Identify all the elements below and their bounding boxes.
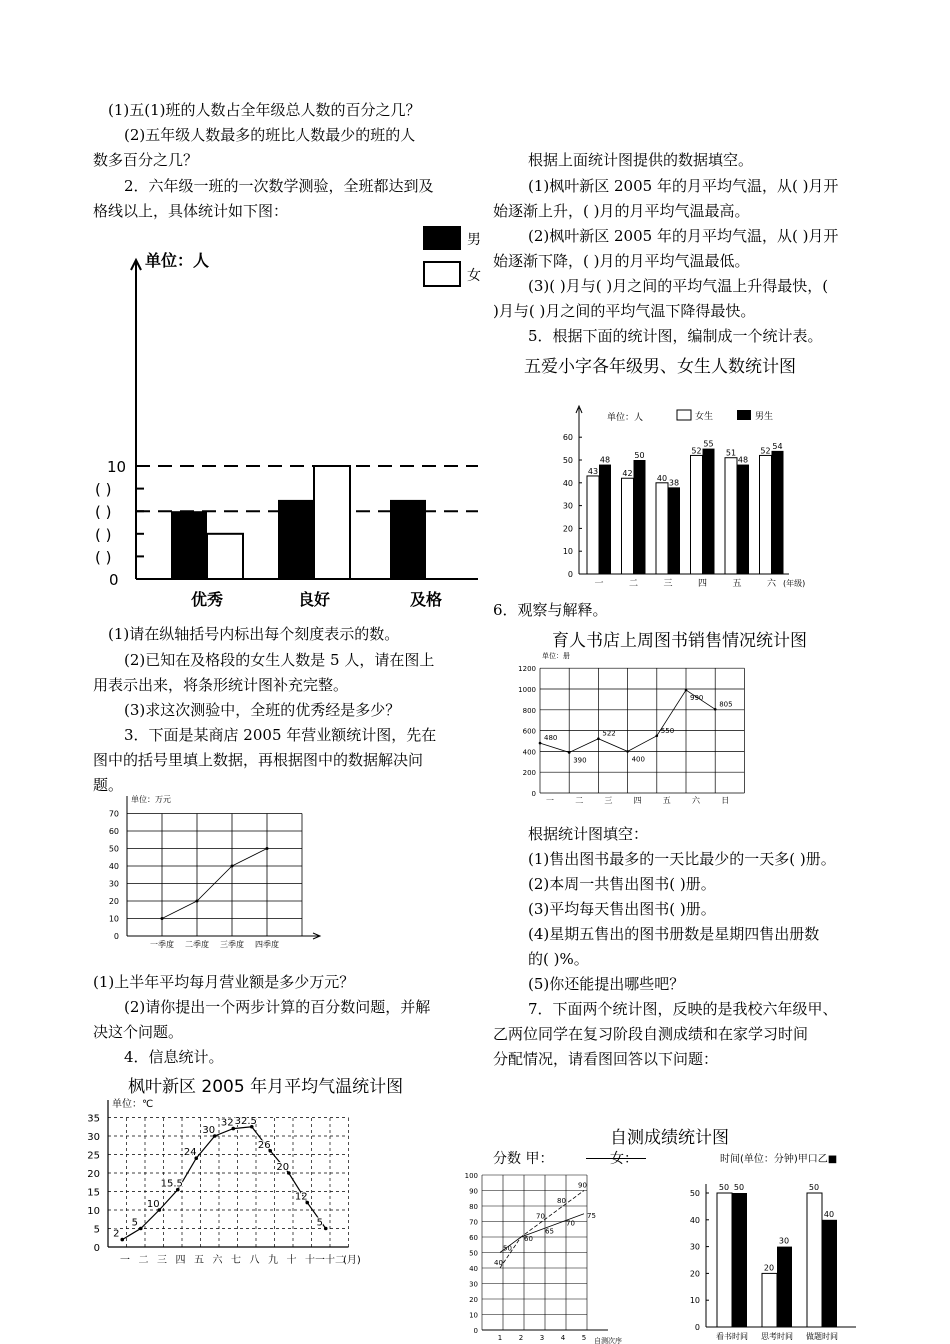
q2-text: (2)五年级人数最多的班比人数最少的班的人 xyxy=(124,126,416,144)
x-axis-label: (月) xyxy=(343,1255,361,1266)
data-label: 550 xyxy=(660,726,675,735)
male-value-label: 55 xyxy=(703,439,714,449)
data-label: 90 xyxy=(578,1181,587,1190)
temperature-line xyxy=(122,1127,326,1240)
r-q3-text: (3)( )月与( )月之间的平均气温上升得最快，( xyxy=(528,277,829,295)
male-bar xyxy=(599,465,611,574)
y-tick-label: 90 xyxy=(469,1187,478,1196)
legend-female-label: 女生 xyxy=(695,412,714,422)
problem-3-text: 3．下面是某商店 2005 年营业额统计图，先在 xyxy=(124,726,437,744)
r-q3-text-cont: )月与( )月之间的平均气温下降得最快。 xyxy=(493,302,756,320)
data-label: 24 xyxy=(183,1147,197,1159)
y-tick-label: 30 xyxy=(562,501,573,511)
male-value-label: 48 xyxy=(737,455,749,465)
female-bar xyxy=(587,476,599,574)
problem-2-text: 2．六年级一班的一次数学测验，全班都达到及 xyxy=(124,177,434,195)
r-q2-text-cont: 始逐渐下降，( )月的月平均气温最低。 xyxy=(493,252,750,270)
male-bar xyxy=(703,449,715,574)
problem-3-text-end: 题。 xyxy=(93,776,124,794)
jia-bar xyxy=(807,1193,822,1327)
problem-6-text: 6．观察与解释。 xyxy=(493,601,608,619)
data-label: 50 xyxy=(503,1244,512,1253)
legend-female-label: 女 xyxy=(467,268,481,284)
r-q2-text: (2)枫叶新区 2005 年的月平均气温，从( )月开 xyxy=(528,227,839,245)
y-tick-label: 0 xyxy=(567,570,573,579)
x-tick-label: 五 xyxy=(662,796,671,805)
data-point xyxy=(196,900,199,903)
x-tick-label: 五 xyxy=(732,579,742,589)
problem-2-text-cont: 格线以上，具体统计如下图： xyxy=(93,202,289,220)
x-tick-label: 看书时间 xyxy=(716,1332,748,1341)
y-tick-label: 10 xyxy=(562,547,573,557)
x-tick-label: 做题时间 xyxy=(806,1332,838,1341)
data-point xyxy=(231,865,234,868)
y-tick-label: 70 xyxy=(108,809,119,819)
y-tick-label: 10 xyxy=(469,1311,478,1320)
data-point xyxy=(714,708,717,711)
y-tick-label: 70 xyxy=(469,1218,478,1227)
x-tick-label: 良好 xyxy=(297,590,331,609)
female-bar xyxy=(725,458,737,574)
female-value-label: 52 xyxy=(691,446,702,456)
x-tick-label: 十一 xyxy=(305,1255,325,1266)
score-line-chart xyxy=(460,1168,622,1344)
y-tick-label: 0 xyxy=(109,571,119,589)
data-label: 990 xyxy=(690,694,704,703)
data-label: 5 xyxy=(131,1217,138,1229)
male-value-label: 54 xyxy=(772,441,783,451)
r6-q1-text: (1)售出图书最多的一天比最少的一天多( )册。 xyxy=(528,850,836,868)
female-value-label: 52 xyxy=(760,446,771,456)
female-bar xyxy=(760,455,772,574)
y-tick-label: 20 xyxy=(689,1269,700,1279)
revenue-line-chart xyxy=(93,792,328,952)
x-axis-label: (年级) xyxy=(783,579,806,588)
y-tick-label: 20 xyxy=(108,897,119,906)
yi-bar xyxy=(777,1247,792,1327)
x-tick-label: 十 xyxy=(286,1255,297,1266)
y-tick-label: 50 xyxy=(469,1249,478,1258)
y-tick-label: 10 xyxy=(107,458,127,476)
y-tick-label: 60 xyxy=(469,1234,478,1242)
r6-q2-text: (2)本周一共售出图书( )册。 xyxy=(528,875,716,893)
data-point xyxy=(597,737,600,740)
p2-q2-text-cont: 用表示出来，将条形统计图补充完整。 xyxy=(93,676,349,694)
x-tick-label: 二 xyxy=(138,1255,149,1266)
y-tick-label: ( ) xyxy=(95,548,112,567)
data-label: 400 xyxy=(631,755,645,764)
legend-male-swatch xyxy=(423,226,461,250)
data-point xyxy=(139,1227,143,1231)
score-legend-female: 女： xyxy=(610,1151,638,1167)
yi-value-label: 30 xyxy=(778,1236,790,1246)
female-bar xyxy=(622,478,634,574)
y-tick-label: 35 xyxy=(87,1113,100,1125)
p2-q1-text: (1)请在纵轴括号内标出每个刻度表示的数。 xyxy=(108,625,400,643)
data-label: 75 xyxy=(587,1211,596,1220)
y-tick-label: 20 xyxy=(87,1169,100,1180)
male-bar xyxy=(390,500,426,579)
y-tick-label: 0 xyxy=(531,790,536,798)
data-label: 32.5 xyxy=(234,1115,257,1127)
data-point xyxy=(161,917,164,920)
y-tick-label: 60 xyxy=(562,433,573,443)
y-tick-label: 10 xyxy=(108,914,119,924)
x-tick-label: 三季度 xyxy=(220,940,244,949)
y-tick-label: 400 xyxy=(522,748,536,757)
y-axis-label: 单位：册 xyxy=(542,652,570,660)
female-bar xyxy=(691,455,703,574)
students-chart-title: 五爱小字各年级男、女生人数统计图 xyxy=(524,357,796,377)
yi-bar xyxy=(822,1220,837,1327)
p3-q2-text: (2)请你提出一个两步计算的百分数问题，并解 xyxy=(124,998,431,1016)
r1-text: 根据上面统计图提供的数据填空。 xyxy=(528,151,754,169)
books-chart-title: 育人书店上周图书销售情况统计图 xyxy=(552,631,807,651)
x-tick-label: 日 xyxy=(721,796,730,805)
y-tick-label: 60 xyxy=(108,827,119,836)
jia-value-label: 50 xyxy=(808,1183,820,1192)
y-tick-label: 40 xyxy=(469,1265,478,1273)
q2-text-cont: 数多百分之几？ xyxy=(93,151,199,169)
jia-value-label: 50 xyxy=(718,1183,730,1192)
x-tick-label: 六 xyxy=(766,579,777,589)
x-axis-label: 自测次序 xyxy=(594,1337,622,1344)
x-tick-label: 四 xyxy=(633,796,642,805)
female-value-label: 40 xyxy=(656,473,668,483)
data-point xyxy=(656,735,659,738)
books-line-chart xyxy=(510,650,735,810)
x-tick-label: 思考时间 xyxy=(761,1332,793,1341)
x-tick-label: 四 xyxy=(697,579,708,589)
x-tick-label: 五 xyxy=(194,1255,204,1266)
y-tick-label: 40 xyxy=(689,1215,700,1225)
y-tick-label: 100 xyxy=(464,1172,478,1180)
data-point xyxy=(685,689,688,692)
data-label: 390 xyxy=(573,756,587,765)
temperature-line-chart xyxy=(88,1094,378,1274)
y-tick-label: 50 xyxy=(108,844,119,854)
y-tick-label: 600 xyxy=(522,727,536,736)
x-tick-label: 十二 xyxy=(325,1255,345,1266)
x-tick-label: 一 xyxy=(594,579,604,589)
students-bar-chart xyxy=(555,402,820,592)
y-tick-label: 80 xyxy=(469,1203,478,1211)
y-tick-label: 0 xyxy=(113,932,119,941)
x-tick-label: 六 xyxy=(692,796,700,805)
x-tick-label: 1 xyxy=(497,1334,503,1342)
data-point xyxy=(266,847,269,850)
y-tick-label: 0 xyxy=(694,1323,700,1332)
r-q1-text: (1)枫叶新区 2005 年的月平均气温，从( )月开 xyxy=(528,177,839,195)
data-label: 32 xyxy=(220,1117,234,1129)
data-label: 15.5 xyxy=(160,1178,183,1190)
data-label: 5 xyxy=(316,1217,323,1229)
female-bar xyxy=(314,466,350,579)
y-tick-label: 30 xyxy=(689,1242,700,1252)
y-tick-label: ( ) xyxy=(95,503,112,522)
female-value-label: 43 xyxy=(587,466,599,476)
p2-q3-text: (3)求这次测验中，全班的优秀经是多少？ xyxy=(124,701,401,719)
data-label: 10 xyxy=(146,1199,160,1210)
male-bar xyxy=(668,487,680,574)
y-tick-label: 5 xyxy=(93,1224,100,1236)
data-point xyxy=(568,751,571,754)
x-tick-label: 三 xyxy=(157,1255,167,1266)
data-label: 30 xyxy=(202,1125,216,1136)
p3-q1-text: (1)上半年平均每月营业额是多少万元？ xyxy=(93,973,355,991)
r6-q4-text-cont: 的( )%。 xyxy=(528,950,589,968)
x-tick-label: 三 xyxy=(663,579,673,589)
temperature-chart-title: 枫叶新区 2005 年月平均气温统计图 xyxy=(128,1077,404,1097)
data-label: 26 xyxy=(257,1139,271,1151)
y-tick-label: 800 xyxy=(522,706,536,715)
data-label: 480 xyxy=(544,734,558,743)
r6-q5-text: (5)你还能提出哪些吧？ xyxy=(528,975,685,993)
x-tick-label: 4 xyxy=(560,1334,566,1342)
female-value-label: 42 xyxy=(622,469,633,479)
data-point xyxy=(120,1238,124,1242)
y-tick-label: 20 xyxy=(562,524,573,534)
male-value-label: 50 xyxy=(634,451,645,460)
female-value-label: 51 xyxy=(725,448,737,458)
legend-line-solid xyxy=(586,1158,646,1159)
y-axis-label: 单位：℃ xyxy=(112,1099,154,1110)
y-tick-label: 40 xyxy=(108,862,119,871)
data-label: 40 xyxy=(494,1259,503,1267)
y-tick-label: 25 xyxy=(87,1150,100,1162)
y-tick-label: ( ) xyxy=(95,525,112,544)
male-bar xyxy=(171,511,207,579)
data-label: 70 xyxy=(536,1212,545,1221)
grade-bar-chart xyxy=(93,224,481,614)
legend-male-label: 男 xyxy=(467,232,481,248)
score-legend-label: 分数 甲： xyxy=(493,1151,554,1167)
data-label: 805 xyxy=(719,700,733,709)
data-label: 60 xyxy=(524,1235,533,1243)
y-tick-label: 15 xyxy=(87,1187,100,1199)
y-tick-label: 30 xyxy=(469,1280,478,1289)
x-tick-label: 一季度 xyxy=(150,940,174,949)
x-tick-label: 优秀 xyxy=(190,590,224,609)
problem-7-text-cont: 乙两位同学在复习阶段自测成绩和在家学习时间 xyxy=(493,1025,809,1043)
data-point xyxy=(626,750,629,753)
yi-value-label: 50 xyxy=(733,1183,745,1192)
female-bar xyxy=(656,483,668,574)
yi-value-label: 40 xyxy=(823,1209,835,1219)
time-legend-label: 时间(单位：分钟)甲口乙■ xyxy=(720,1154,838,1165)
legend-female-swatch xyxy=(424,262,460,286)
x-tick-label: 三 xyxy=(604,796,613,805)
female-bar xyxy=(207,534,243,579)
q1-text: (1)五(1)班的人数占全年级总人数的百分之几？ xyxy=(108,101,421,119)
x-tick-label: 5 xyxy=(581,1334,587,1342)
p2-q2-text: (2)已知在及格段的女生人数是 5 人，请在图上 xyxy=(124,651,435,669)
y-axis-label: 单位：人 xyxy=(145,251,210,270)
male-bar xyxy=(737,465,749,574)
male-value-label: 38 xyxy=(668,478,680,488)
data-label: 65 xyxy=(545,1227,554,1236)
r6-fill-text: 根据统计图填空： xyxy=(528,825,649,843)
y-tick-label: 30 xyxy=(87,1132,100,1143)
y-tick-label: 200 xyxy=(522,769,536,778)
data-label: 522 xyxy=(602,729,616,738)
r6-q4-text: (4)星期五售出的图书册数是星期四售出册数 xyxy=(528,925,820,943)
study-time-bar-chart xyxy=(682,1180,857,1344)
problem-3-text-cont: 图中的括号里填上数据，再根据图中的数据解决问 xyxy=(93,751,424,769)
male-bar xyxy=(634,460,646,574)
data-label: 70 xyxy=(566,1219,575,1228)
y-tick-label: 0 xyxy=(93,1243,100,1254)
problem-4-text: 4．信息统计。 xyxy=(124,1048,224,1066)
y-tick-label: 1000 xyxy=(518,686,536,694)
data-point xyxy=(539,742,542,745)
data-label: 80 xyxy=(557,1197,566,1205)
x-tick-label: 二 xyxy=(628,579,639,589)
male-value-label: 48 xyxy=(599,455,611,465)
score-chart-title: 自测成绩统计图 xyxy=(610,1128,729,1148)
x-tick-label: 2 xyxy=(518,1334,524,1342)
y-tick-label: 1200 xyxy=(518,665,536,674)
y-tick-label: 0 xyxy=(473,1327,478,1335)
y-tick-label: 50 xyxy=(689,1189,700,1198)
y-tick-label: ( ) xyxy=(95,480,112,499)
x-tick-label: 一 xyxy=(120,1255,130,1266)
p3-q2-text-cont: 决这个问题。 xyxy=(93,1023,184,1041)
y-axis-label: 单位：万元 xyxy=(131,795,171,804)
data-point xyxy=(324,1227,328,1231)
x-tick-label: 八 xyxy=(249,1255,260,1266)
x-tick-label: 3 xyxy=(539,1334,545,1342)
x-tick-label: 二 xyxy=(575,796,584,805)
x-tick-label: 一 xyxy=(546,796,554,805)
male-bar xyxy=(278,500,314,579)
data-label: 12 xyxy=(294,1191,308,1203)
y-tick-label: 10 xyxy=(87,1206,100,1217)
problem-7-text-end: 分配情况，请看图回答以下问题： xyxy=(493,1050,719,1068)
r6-q3-text: (3)平均每天售出图书( )册。 xyxy=(528,900,716,918)
y-axis-label: 单位：人 xyxy=(607,413,644,423)
y-tick-label: 20 xyxy=(469,1296,478,1304)
data-label: 2 xyxy=(113,1228,120,1240)
y-tick-label: 40 xyxy=(562,478,573,488)
jia-bar xyxy=(762,1273,777,1327)
x-tick-label: 四 xyxy=(175,1255,186,1266)
r-q1-text-cont: 始逐渐上升，( )月的月平均气温最高。 xyxy=(493,202,750,220)
x-tick-label: 六 xyxy=(212,1255,223,1266)
data-label: 20 xyxy=(276,1162,290,1173)
y-tick-label: 50 xyxy=(562,456,573,465)
x-tick-label: 四季度 xyxy=(255,940,279,949)
x-tick-label: 九 xyxy=(268,1255,278,1266)
legend-female-swatch xyxy=(677,410,691,420)
jia-value-label: 20 xyxy=(763,1263,775,1273)
problem-7-text: 7．下面两个统计图，反映的是我校六年级甲、 xyxy=(528,1000,838,1018)
jia-bar xyxy=(717,1193,732,1327)
yi-bar xyxy=(732,1193,747,1327)
legend-male-swatch xyxy=(737,410,751,420)
y-tick-label: 30 xyxy=(108,879,119,889)
male-bar xyxy=(772,451,784,574)
problem-5-text: 5．根据下面的统计图，编制成一个统计表。 xyxy=(528,327,823,345)
legend-male-label: 男生 xyxy=(755,412,774,422)
x-tick-label: 及格 xyxy=(409,590,443,609)
x-tick-label: 二季度 xyxy=(185,940,209,949)
x-tick-label: 七 xyxy=(231,1255,241,1266)
y-tick-label: 10 xyxy=(689,1296,700,1306)
